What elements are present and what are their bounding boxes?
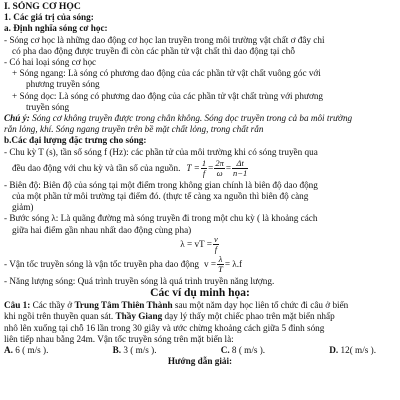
speed-formula-rhs: = λ.f — [224, 259, 243, 270]
question-1-line-2 — [4, 311, 396, 322]
page-title: I. SÓNG CƠ HỌC — [4, 1, 81, 12]
definition-line-1: - Sóng cơ học là những dao động cơ học lan truyền trong môi trường vật chất ơ đây chỉ — [4, 34, 325, 45]
section-heading-values: 1. Các giá trị của sóng: — [4, 12, 94, 23]
teacher-name: Thầy Giang — [115, 311, 163, 322]
wavelength-formula — [4, 236, 396, 254]
center-name: Trung Tâm Thiên Thành — [74, 300, 173, 311]
fraction-denominator: ω — [216, 168, 223, 179]
amplitude-line-1: - Biên độ: Biên độ của sóng tại một điểm trong không gian chính là biên độ dao động — [4, 179, 318, 190]
wavelength-line-2: giữa hai điểm gần nhau nhất dao động cùng pha) — [12, 224, 192, 235]
period-formula-lhs: T = — [186, 163, 200, 174]
amplitude-line-2: của một phần tử môi trường tại điểm đó. (thực tế càng xa nguồn thì biên độ càng — [12, 191, 309, 202]
wave-types-intro: - Có hai loại sóng cơ học — [4, 57, 97, 68]
transverse-wave-line-1: + Sóng ngang: Là sóng có phương dao động của các phần tử vật chất vuông góc với — [12, 68, 321, 79]
answer-option-d[interactable] — [329, 345, 376, 356]
fraction-denominator: n−1 — [233, 168, 248, 179]
fraction-numerator: Δt — [232, 159, 248, 169]
speed-row — [4, 254, 396, 276]
longitudinal-wave-line-2: truyền sóng — [26, 101, 70, 112]
period-line-1: - Chu kỳ T (s), tần số sóng f (Hz): các phần tử của môi trường khi có sóng truyền qua — [4, 146, 318, 157]
wavelength-line-1: - Bước sóng λ: Là quãng đường mà sóng truyền đi trong một chu kỳ ( là khoảng cách — [4, 213, 318, 224]
wavelength-fraction — [213, 235, 219, 254]
question-text: dạy lý thấy một chiếc phao trên mặt biển nhấp — [162, 311, 335, 322]
period-line-2: đều dao động với chu kỳ và tần số của nguồn. — [12, 163, 181, 174]
period-fraction-1 — [201, 159, 207, 178]
speed-text: - Vận tốc truyền sóng là vận tốc truyền pha dao động — [4, 259, 200, 270]
period-formula-row — [4, 158, 396, 180]
fraction-denominator: f — [202, 168, 206, 179]
equals-sign: = — [208, 163, 214, 174]
answer-value: 12( m/s ). — [338, 345, 376, 356]
answer-options — [4, 345, 396, 356]
transverse-wave-line-2: phương truyền sóng — [26, 79, 100, 90]
solution-heading: Hướng dẫn giải: — [167, 356, 233, 367]
energy-line: - Năng lượng sóng: Quá trình truyền sóng là quá trình truyền năng lượng. — [4, 275, 275, 286]
answer-letter: B. — [112, 345, 122, 356]
question-text: Các thầy ở — [30, 300, 75, 311]
fraction-numerator: λ — [218, 254, 223, 265]
answer-option-b[interactable] — [113, 345, 157, 356]
fraction-numerator: 1 — [201, 158, 207, 169]
question-1-line-3: nhô lên xuống tại chỗ 16 lần trong 30 giây và ước chừng khoảng cách giữa 5 đỉnh sóng — [4, 322, 325, 333]
question-text: khi ngồi trên thuyền quan sát. — [4, 311, 116, 322]
period-fraction-2 — [214, 159, 225, 178]
subheading-definition: a. Định nghĩa sóng cơ học: — [4, 23, 108, 34]
question-1-line-4: liên tiếp nhau bằng 24m. Vận tốc truyền sóng trên mặt biển là: — [4, 333, 234, 344]
subheading-characteristics: b.Các đại lượng đặc trưng cho sóng: — [4, 135, 147, 146]
answer-option-c[interactable] — [221, 345, 265, 356]
question-text: sau một năm dạy học liên tố chức đi câu ở biển — [172, 300, 349, 311]
note-line-1 — [4, 113, 396, 124]
note-text-1: Sóng cơ không truyền được trong chân không. Sóng dọc truyền trong cả ba môi trường — [29, 113, 353, 124]
amplitude-line-3: giảm) — [12, 202, 34, 213]
examples-title: Các ví dụ minh họa: — [150, 287, 250, 300]
answer-letter: C. — [220, 345, 230, 356]
question-label: Câu 1: — [4, 300, 31, 311]
wavelength-formula-lhs: λ = vT = — [180, 239, 212, 250]
speed-formula-lhs: v = — [204, 259, 217, 270]
definition-line-2: có pha dao động được truyền đi còn các phần tử vật chất thì dao động tại chỗ — [12, 45, 295, 56]
fraction-denominator: T — [218, 264, 223, 275]
longitudinal-wave-line-1: + Sóng dọc: Là sóng có phương dao động của các phần tử vật chất trùng với phương — [12, 90, 324, 101]
answer-letter: D. — [329, 345, 339, 356]
question-1-line-1 — [4, 300, 396, 311]
answer-letter: A. — [4, 345, 13, 356]
answer-value: 3 ( m/s ). — [121, 345, 157, 356]
answer-value: 6 ( m/s ). — [12, 345, 49, 356]
answer-option-a[interactable] — [4, 345, 48, 356]
speed-fraction — [217, 255, 224, 274]
note-line-2: rắn lỏng, khí. Sóng ngang truyền trên bề mặt chất lỏng, trong chất rắn — [4, 124, 264, 135]
answer-value: 8 ( m/s ). — [229, 345, 266, 356]
note-label: Chú ý: — [4, 113, 30, 124]
fraction-numerator: v — [213, 234, 218, 245]
fraction-numerator: 2π — [215, 158, 224, 169]
equals-sign: = — [225, 163, 232, 174]
fraction-denominator: f — [214, 244, 218, 255]
period-fraction-3 — [232, 159, 248, 178]
